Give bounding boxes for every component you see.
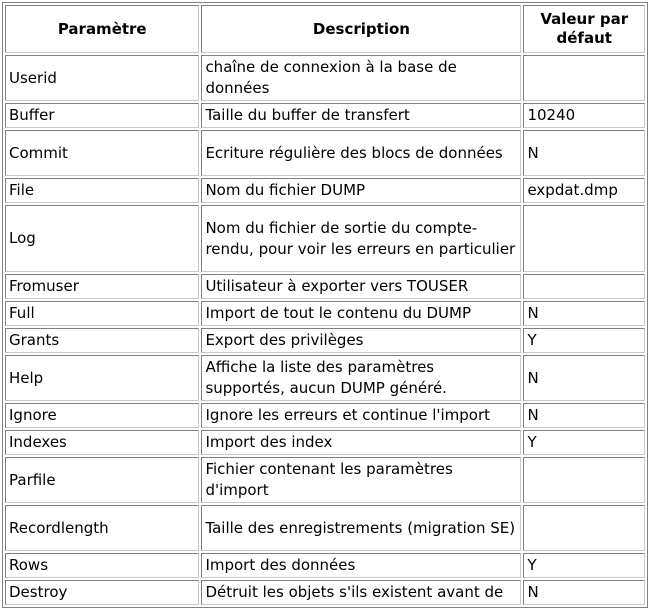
param-cell: Ignore: [5, 403, 199, 428]
table-header-row: [5, 5, 645, 53]
param-cell: Rows: [5, 553, 199, 578]
description-cell: Ecriture régulière des blocs de données: [201, 130, 521, 176]
param-cell: Log: [5, 205, 199, 272]
default-value-cell: 10240: [523, 103, 645, 128]
default-value-cell: N: [523, 130, 645, 176]
description-cell: Nom du fichier de sortie du compte-rendu, pour voir les erreurs en particulier: [201, 205, 521, 272]
default-value-cell: N: [523, 355, 645, 401]
table-row: [5, 553, 645, 578]
default-value-cell: N: [523, 403, 645, 428]
description-cell: Import de tout le contenu du DUMP: [201, 301, 521, 326]
header-valeur-par-defaut: Valeur par défaut: [523, 5, 645, 53]
description-cell: Utilisateur à exporter vers TOUSER: [201, 274, 521, 299]
description-cell: Affiche la liste des paramètres supportés, aucun DUMP généré.: [201, 355, 521, 401]
description-cell: Taille des enregistrements (migration SE): [201, 505, 521, 551]
default-value-cell: expdat.dmp: [523, 178, 645, 203]
table-row: [5, 55, 645, 101]
table-row: [5, 103, 645, 128]
default-value-cell: Y: [523, 430, 645, 455]
default-value-cell: N: [523, 580, 645, 605]
param-cell: Recordlength: [5, 505, 199, 551]
description-cell: Export des privilèges: [201, 328, 521, 353]
table-row: [5, 274, 645, 299]
param-cell: Full: [5, 301, 199, 326]
table-row: [5, 355, 645, 401]
table-row: [5, 505, 645, 551]
table-row: [5, 130, 645, 176]
parameters-table: [2, 2, 648, 608]
table-row: [5, 301, 645, 326]
default-value-cell: Y: [523, 553, 645, 578]
default-value-cell: N: [523, 301, 645, 326]
description-cell: chaîne de connexion à la base de données: [201, 55, 521, 101]
default-value-cell: [523, 457, 645, 503]
table-row: [5, 457, 645, 503]
param-cell: Userid: [5, 55, 199, 101]
table-row: [5, 205, 645, 272]
default-value-cell: [523, 274, 645, 299]
param-cell: Commit: [5, 130, 199, 176]
param-cell: File: [5, 178, 199, 203]
default-value-cell: [523, 205, 645, 272]
param-cell: Destroy: [5, 580, 199, 605]
param-cell: Help: [5, 355, 199, 401]
param-cell: Indexes: [5, 430, 199, 455]
parameters-table-container: [2, 2, 648, 608]
default-value-cell: [523, 505, 645, 551]
header-description: Description: [201, 5, 521, 53]
description-cell: Fichier contenant les paramètres d'import: [201, 457, 521, 503]
param-cell: Grants: [5, 328, 199, 353]
table-row: [5, 580, 645, 605]
param-cell: Fromuser: [5, 274, 199, 299]
description-cell: Nom du fichier DUMP: [201, 178, 521, 203]
param-cell: Parfile: [5, 457, 199, 503]
table-body: [5, 55, 645, 605]
table-row: [5, 178, 645, 203]
table-row: [5, 430, 645, 455]
description-cell: Ignore les erreurs et continue l'import: [201, 403, 521, 428]
description-cell: Import des données: [201, 553, 521, 578]
description-cell: Détruit les objets s'ils existent avant de: [201, 580, 521, 605]
description-cell: Import des index: [201, 430, 521, 455]
description-cell: Taille du buffer de transfert: [201, 103, 521, 128]
table-row: [5, 328, 645, 353]
param-cell: Buffer: [5, 103, 199, 128]
header-parametre: Paramètre: [5, 5, 199, 53]
default-value-cell: Y: [523, 328, 645, 353]
default-value-cell: [523, 55, 645, 101]
table-row: [5, 403, 645, 428]
